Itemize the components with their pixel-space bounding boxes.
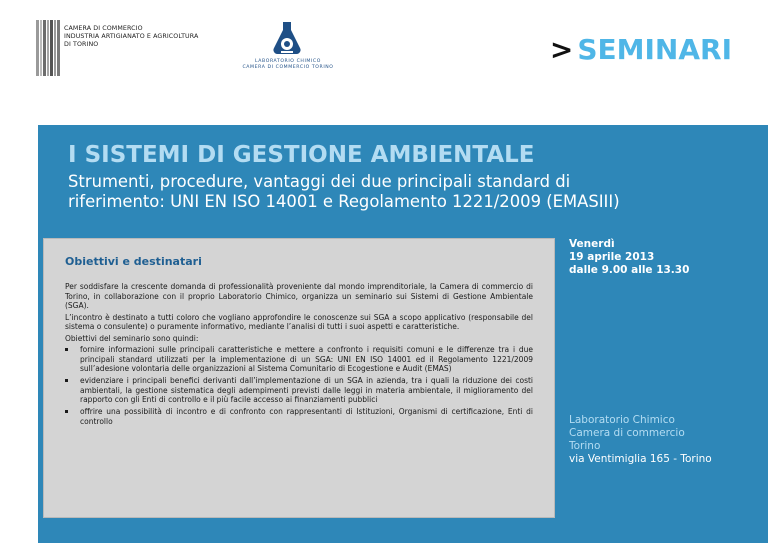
lab-logo-line: CAMERA DI COMMERCIO TORINO [242, 65, 334, 70]
building-columns-icon [36, 20, 62, 76]
event-date: 19 aprile 2013 [569, 251, 655, 263]
section-label [550, 33, 732, 67]
header [0, 0, 768, 115]
flask-emblem-icon [270, 20, 304, 56]
lab-logo-line: LABORATORIO CHIMICO [255, 59, 321, 64]
objective-item [65, 376, 533, 405]
lab-logo-text [232, 59, 344, 71]
objective-item [65, 345, 533, 374]
ccia-torino-logo [36, 20, 216, 78]
section-label-text: SEMINARI [577, 33, 732, 66]
objective-item [65, 407, 533, 426]
subtitle-line: Strumenti, procedure, vantaggi dei due principali standard di [68, 172, 571, 191]
bullet-square-icon [65, 348, 68, 351]
objective-text: offrire una possibilità di incontro e di confronto con rappresentanti di Istituzioni, Organismi di certificazione, Enti di controllo [80, 407, 533, 426]
event-venue [569, 414, 712, 466]
laboratorio-chimico-logo [232, 20, 344, 74]
venue-line: Camera di commercio [569, 427, 685, 439]
subtitle-line: riferimento: UNI EN ISO 14001 e Regolamento 1221/2009 (EMASIII) [68, 192, 620, 211]
event-subtitle [68, 172, 728, 212]
event-time: dalle 9.00 alle 13.30 [569, 264, 690, 276]
venue-line: Laboratorio Chimico [569, 414, 675, 426]
bullet-square-icon [65, 379, 68, 382]
objective-text: evidenziare i principali benefici derivanti dall’implementazione di un SGA in azienda, tra i quali la riduzione dei costi ambientali, la gestione sistematica degli adempimenti previsti dalle leggi in materia ambientale, il miglioramento del rapporto con gli Enti di controllo e il più facile accesso ai finanziamenti pubblici [80, 376, 533, 404]
arrow-marker: > [549, 33, 574, 66]
objectives-paragraph: L’incontro è destinato a tutti coloro che vogliano approfondire le conoscenze sui SGA a scopo applicativo (responsabile del sistema o consulente) o puramente informativo, mediante l’analisi di tutti i suoi aspetti e caratteristiche. [65, 312, 533, 331]
venue-address: via Ventimiglia 165 - Torino [569, 453, 712, 465]
ccia-logo-text [64, 25, 198, 49]
objectives-paragraph: Per soddisfare la crescente domanda di professionalità proveniente dal mondo imprenditoriale, la Camera di commercio di Torino, in collaborazione con il proprio Laboratorio Chimico, organizza un seminario sui Sistemi di Gestione Ambientale (SGA). [65, 282, 533, 310]
objectives-heading: Obiettivi e destinatari [65, 255, 202, 268]
objective-text: fornire informazioni sulle principali caratteristiche e mettere a confronto i requisiti comuni e le differenze tra i due principali standard utilizzati per la implementazione di un SGA: UNI EN ISO 14001 ed il Regolamento 1221/2009 sull’adesione volontaria delle organizzazioni al Sistema Comunitario di Ecogestione e Audit (EMAS) [80, 345, 533, 373]
objectives-list [65, 345, 533, 426]
objectives-paragraph: Obiettivi del seminario sono quindi: [65, 333, 199, 343]
venue-line: Torino [569, 440, 601, 452]
event-panel [38, 125, 768, 543]
objectives-box [43, 238, 555, 518]
bullet-square-icon [65, 410, 68, 413]
event-day: Venerdì [569, 238, 615, 250]
objectives-body [65, 282, 533, 429]
ccia-logo-line: CAMERA DI COMMERCIO [64, 25, 143, 32]
ccia-logo-line: INDUSTRIA ARTIGIANATO E AGRICOLTURA [64, 33, 199, 40]
ccia-logo-line: DI TORINO [64, 41, 99, 48]
event-title: I SISTEMI DI GESTIONE AMBIENTALE [68, 142, 535, 168]
event-schedule [569, 238, 689, 277]
